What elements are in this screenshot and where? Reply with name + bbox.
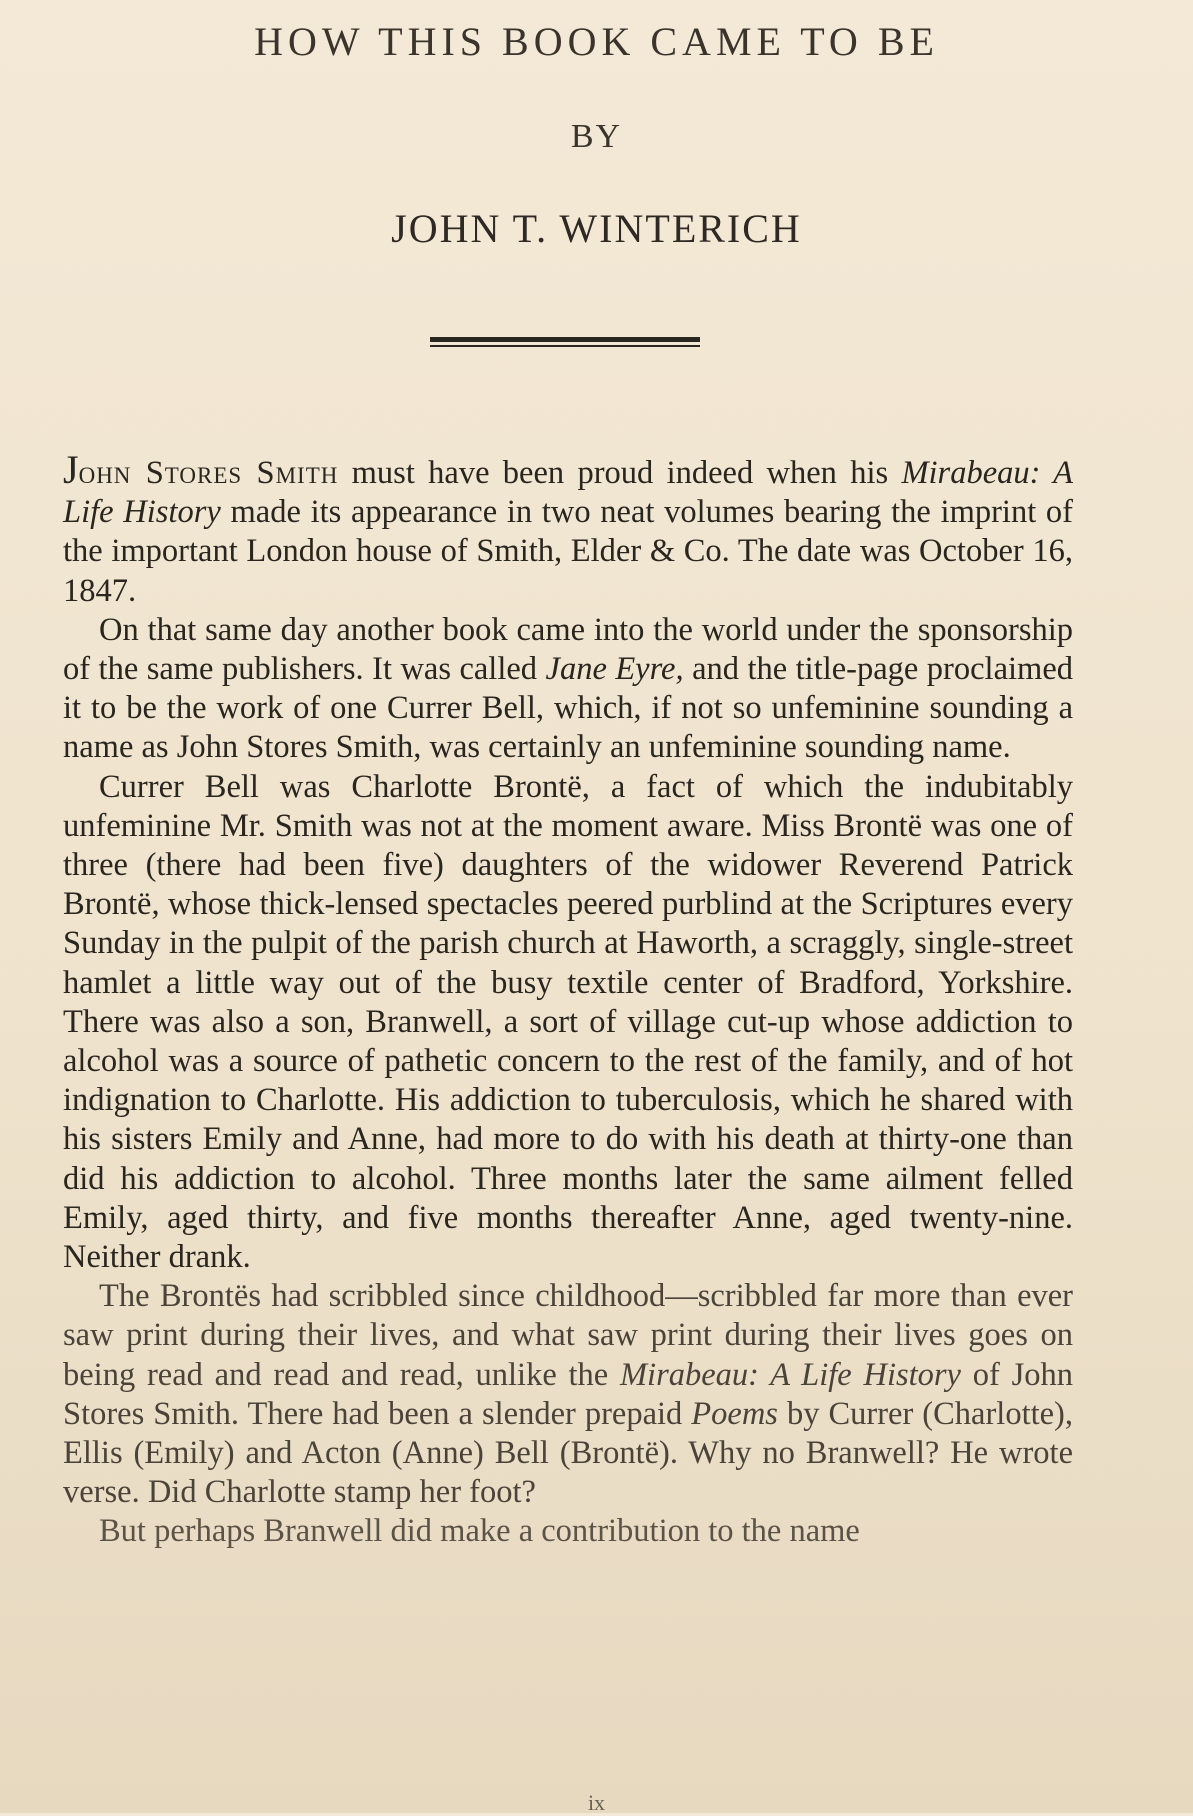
paragraph-5-text: But perhaps Branwell did make a contribution to the name [99,1513,860,1550]
paragraph-1-text-b: made its appearance in two neat volumes bearing the imprint of the important London house of Smith, Elder & Co. The date was October 16, 1847. [63,494,1074,609]
paragraph-4-text-c: by Currer (Charlotte), Ellis (Emily) and Acton (Anne) Bell (Brontë). Why no Branwell? He wrote verse. Did Charlotte stamp her foot? [63,1395,1074,1511]
paragraph-4-text-a: The Brontës had scribbled since childhood—scribbled far more than ever saw print during their lives, and what saw print during their lives goes on being read and read and read, unlike the [63,1278,1073,1393]
paragraph-1 [63,447,1074,611]
paragraph-1-text-a: must have been proud indeed when his [338,455,902,491]
paragraph-4-italic-a: Mirabeau: A Life History [619,1356,961,1393]
paragraph-4-text-b: of John Stores Smith. There had been a slender prepaid [63,1356,1073,1432]
drop-cap: J [63,447,79,492]
paragraph-4 [63,1277,1073,1512]
paragraph-2-text-a: On that same day another book came into the world under the sponsorship of the same publishers. It was called [63,611,1073,688]
body-text [63,447,1074,1552]
paragraph-4-italic-b: Poems [691,1395,778,1432]
paragraph-2 [63,611,1073,768]
paragraph-1-italic: Mirabeau: A Life History [63,455,1073,531]
paragraph-2-italic: Jane Eyre, [545,651,684,688]
page-number: ix [587,1790,606,1815]
opening-small-caps: ohn Stores Smith [78,455,339,491]
ornamental-rule [430,337,700,347]
rule-thin-line [430,345,700,347]
paragraph-5 [63,1512,1073,1551]
chapter-title: HOW THIS BOOK CAME TO BE [254,19,939,64]
paragraph-3-text: Currer Bell was Charlotte Brontë, a fact of which the indubitably unfeminine Mr. Smith was not at the moment aware. Miss Brontë was one of three (there had been five) daughters of the widower Reverend Patrick Brontë, whose thick-lensed spectacles peered purblind at the Scriptures every Sunday in the pulpit of the parish church at Haworth, a scraggly, single-street hamlet a little way out of the busy textile center of Bradford, Yorkshire. There was also a son, Branwell, a sort of village cut-up whose addiction to alcohol was a source of pathetic concern to the rest of the family, and of hot indignation to Charlotte. His addiction to tuberculosis, which he shared with his sisters Emily and Anne, had more to do with his death at thirty-one than did his addiction to alcohol. Three months later the same ailment felled Emily, aged thirty, and five months thereafter Anne, aged twenty-nine. Neither drank. [63,768,1073,1276]
byline-by: BY [570,118,623,155]
paragraph-2-text-b: and the title-page proclaimed it to be the work of one Currer Bell, which, if not so unfeminine sounding a name as John Stores Smith, was certainly an unfeminine sounding name. [63,651,1073,766]
paragraph-3 [63,768,1073,1278]
author-name: JOHN T. WINTERICH [391,206,802,251]
